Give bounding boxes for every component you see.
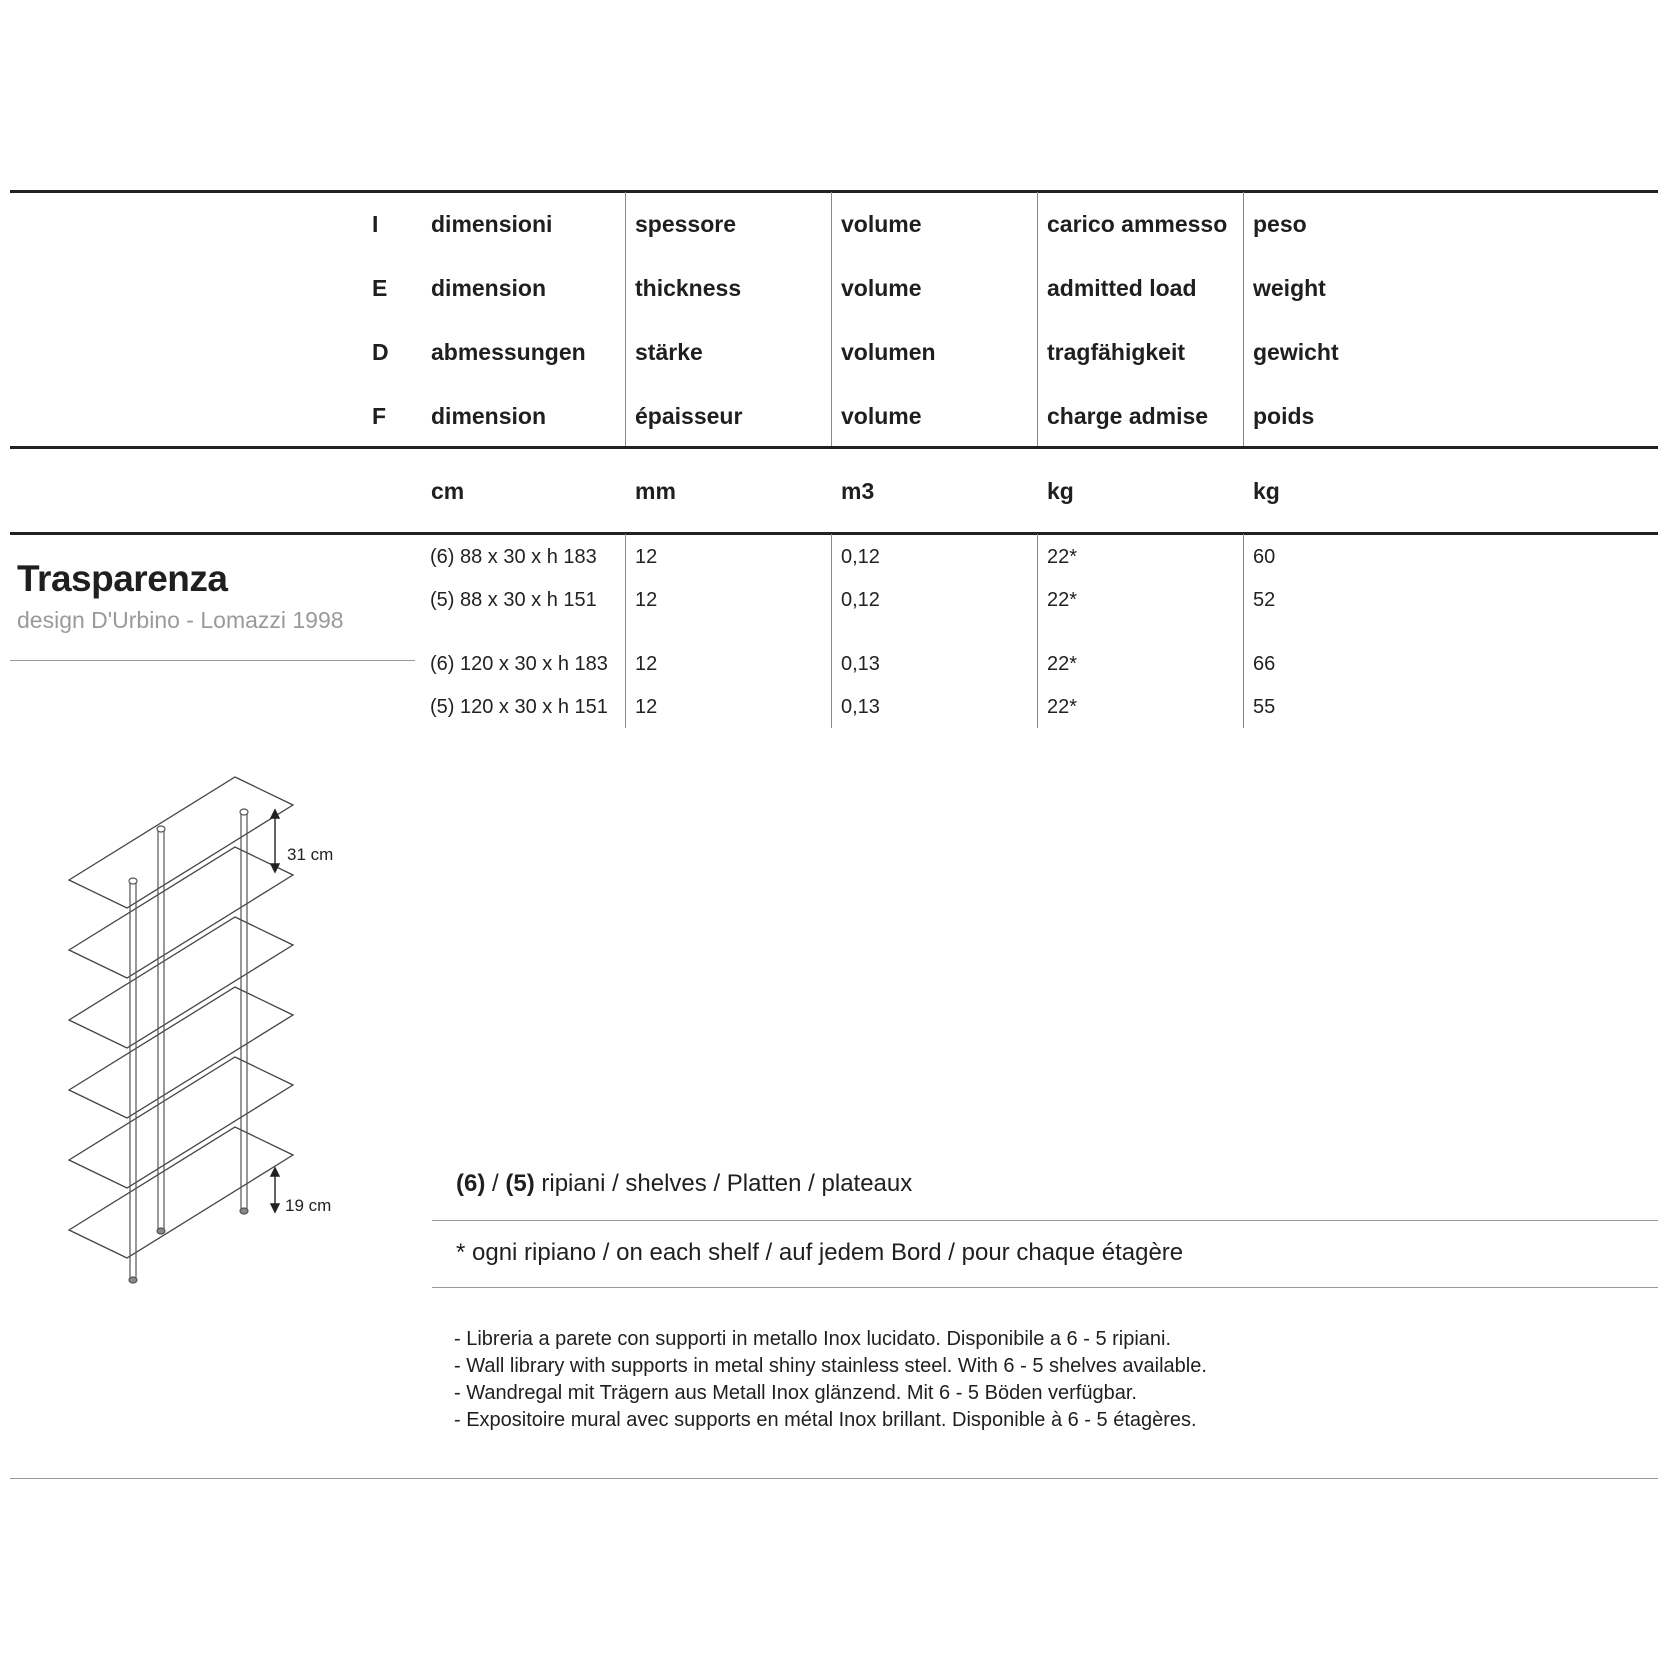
column-divider [1243, 192, 1244, 446]
unit-cell: kg [1047, 478, 1074, 504]
header-cell: tragfähigkeit [1047, 339, 1186, 365]
unit-cell: cm [431, 478, 465, 504]
header-cell: épaisseur [635, 403, 743, 429]
table-cell: 22* [1047, 696, 1078, 718]
units-rule [10, 532, 1658, 535]
header-cell: volume [841, 275, 922, 301]
column-divider [831, 534, 832, 728]
post-cap [240, 809, 248, 815]
description-line: - Expositoire mural avec supports en métal Inox brillant. Disponible à 6 - 5 étagères. [454, 1409, 1197, 1431]
title-underline [10, 660, 415, 661]
header-cell: charge admise [1047, 403, 1209, 429]
bottom-gap-label: 19 cm [285, 1196, 332, 1215]
header-cell: peso [1253, 211, 1307, 237]
unit-cell: mm [635, 478, 676, 504]
column-divider [1243, 534, 1244, 728]
header-cell: weight [1253, 275, 1326, 301]
table-cell: 60 [1253, 546, 1276, 568]
table-cell: 12 [635, 653, 658, 675]
description-line: - Wandregal mit Trägern aus Metall Inox glänzend. Mit 6 - 5 Böden verfügbar. [454, 1382, 1137, 1404]
header-cell: poids [1253, 403, 1315, 429]
lang-code: E [372, 275, 388, 301]
top-rule [10, 190, 1658, 193]
post-cap [157, 826, 165, 832]
lang-code: D [372, 339, 389, 365]
lang-code: F [372, 403, 387, 429]
table-cell: 0,13 [841, 653, 880, 675]
header-cell: dimensioni [431, 211, 553, 237]
table-cell: 22* [1047, 653, 1078, 675]
description-line: - Libreria a parete con supporti in metallo Inox lucidato. Disponibile a 6 - 5 ripiani. [454, 1328, 1172, 1350]
table-cell: (6) 120 x 30 x h 183 [430, 653, 608, 675]
header-cell: abmessungen [431, 339, 586, 365]
header-cell: admitted load [1047, 275, 1197, 301]
header-cell: gewicht [1253, 339, 1339, 365]
table-cell: 12 [635, 696, 658, 718]
shelves-count-5: (5) [505, 1170, 535, 1197]
column-divider [1037, 192, 1038, 446]
table-cell: 66 [1253, 653, 1276, 675]
header-cell: volume [841, 403, 922, 429]
product-designer: design D'Urbino - Lomazzi 1998 [17, 607, 344, 633]
header-cell: dimension [431, 403, 547, 429]
unit-cell: kg [1253, 478, 1280, 504]
table-cell: 55 [1253, 696, 1276, 718]
table-cell: 12 [635, 546, 658, 568]
each-shelf-note: * ogni ripiano / on each shelf / auf jedem Bord / pour chaque étagère [456, 1239, 1184, 1266]
table-cell: 0,13 [841, 696, 880, 718]
top-gap-label: 31 cm [287, 845, 334, 864]
notes-rule [432, 1287, 1658, 1288]
column-divider [1037, 534, 1038, 728]
header-cell: carico ammesso [1047, 211, 1228, 237]
table-cell: 22* [1047, 546, 1078, 568]
header-cell: stärke [635, 339, 703, 365]
bookshelf-diagram [60, 770, 380, 1290]
post-cap [129, 878, 137, 884]
table-cell: 0,12 [841, 546, 880, 568]
lang-code: I [372, 211, 379, 237]
column-divider [625, 534, 626, 728]
table-cell: 0,12 [841, 589, 880, 611]
header-cell: volume [841, 211, 922, 237]
table-cell: 22* [1047, 589, 1078, 611]
shelves-count-6: (6) [456, 1170, 486, 1197]
table-cell: (6) 88 x 30 x h 183 [430, 546, 597, 568]
post-foot [240, 1208, 248, 1214]
header-cell: volumen [841, 339, 936, 365]
shelves-text: ripiani / shelves / Platten / plateaux [534, 1170, 913, 1197]
unit-cell: m3 [841, 478, 875, 504]
shelves-separator: / [485, 1170, 506, 1197]
notes-rule [432, 1220, 1658, 1221]
bottom-rule [10, 1478, 1658, 1479]
header-cell: spessore [635, 211, 737, 237]
column-divider [831, 192, 832, 446]
header-cell: thickness [635, 275, 742, 301]
product-name: Trasparenza [17, 558, 228, 599]
post-foot [129, 1277, 137, 1283]
header-cell: dimension [431, 275, 547, 301]
header-rule [10, 446, 1658, 449]
shelves-note [456, 1170, 912, 1198]
post-foot [157, 1228, 165, 1234]
table-cell: (5) 88 x 30 x h 151 [430, 589, 597, 611]
description-line: - Wall library with supports in metal shiny stainless steel. With 6 - 5 shelves available. [454, 1355, 1207, 1377]
table-cell: 52 [1253, 589, 1276, 611]
table-cell: 12 [635, 589, 658, 611]
column-divider [625, 192, 626, 446]
table-cell: (5) 120 x 30 x h 151 [430, 696, 608, 718]
